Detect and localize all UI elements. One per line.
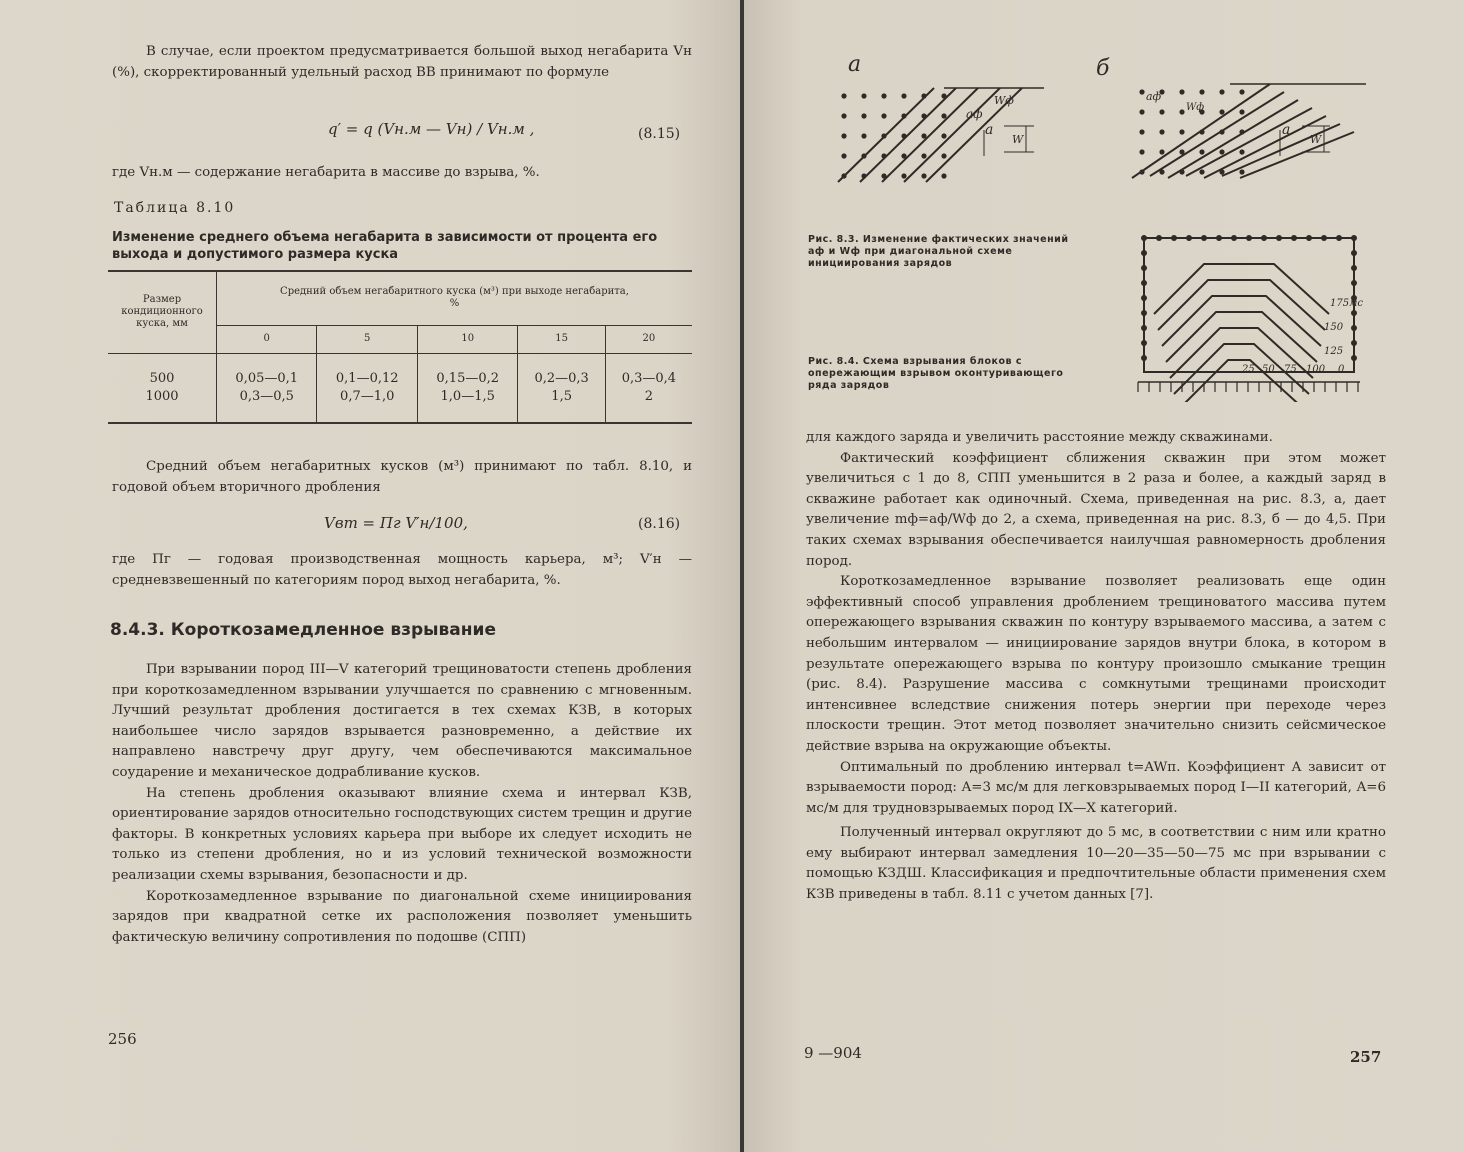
intro-paragraph bbox=[112, 42, 692, 83]
figure-8-3b bbox=[1130, 70, 1370, 200]
contour-charge bbox=[1321, 235, 1327, 241]
paragraph: где Vн.м — содержание негабарита в массиве до взрыва, %. bbox=[112, 165, 540, 180]
page-number: 257 bbox=[1350, 1048, 1382, 1066]
charge-dot bbox=[1139, 109, 1144, 114]
paragraph: Короткозамедленное взрывание по диагональной схеме инициирования зарядов при квадратной сетке их расположения позволяет уменьшить фактическую величину сопротивления по подошве (СПП) bbox=[112, 888, 692, 945]
avg-paragraph bbox=[112, 457, 692, 498]
table-col-header: 5 bbox=[317, 325, 417, 353]
paragraph: В случае, если проектом предусматривается большой выход негабарита Vн (%), скорректированный удельный расход ВВ принимают по формуле bbox=[112, 44, 692, 80]
table-cell: 1000 bbox=[145, 388, 179, 404]
delay-label: 75 bbox=[1284, 364, 1297, 375]
paragraph: для каждого заряда и увеличить расстояние между скважинами. bbox=[806, 430, 1273, 445]
table-col-header: 0 bbox=[217, 325, 317, 353]
charge-dot bbox=[1239, 89, 1244, 94]
delay-label: 125 bbox=[1324, 346, 1344, 357]
table-label: Таблица 8.10 bbox=[114, 200, 236, 216]
delay-label: 0 bbox=[1338, 364, 1345, 375]
charge-dot bbox=[841, 153, 846, 158]
table-col-header: 10 bbox=[417, 325, 517, 353]
charge-dot bbox=[941, 133, 946, 138]
charge-dot bbox=[941, 153, 946, 158]
label-w: W bbox=[1310, 133, 1322, 146]
charge-dot bbox=[1139, 89, 1144, 94]
charge-dot bbox=[841, 93, 846, 98]
table-cell: 2 bbox=[644, 388, 654, 404]
contour-charge bbox=[1141, 355, 1147, 361]
charge-dot bbox=[841, 113, 846, 118]
data-table bbox=[108, 270, 692, 424]
charge-dot bbox=[1139, 149, 1144, 154]
contour-charge bbox=[1351, 265, 1357, 271]
body-text-right bbox=[806, 428, 1386, 906]
label-wf: Wф bbox=[1186, 102, 1205, 113]
table-cell: 1,0—1,5 bbox=[440, 388, 495, 404]
charge-dot bbox=[881, 93, 886, 98]
charge-dot bbox=[1139, 129, 1144, 134]
table-cell: 0,3—0,5 bbox=[239, 388, 294, 404]
contour-charge bbox=[1351, 235, 1357, 241]
contour-charge bbox=[1141, 295, 1147, 301]
formula-8-16: Vвт = Пг V′н/100, bbox=[324, 514, 468, 532]
label-w: W bbox=[1012, 133, 1024, 146]
delay-label: 100 bbox=[1306, 364, 1326, 375]
contour-charge bbox=[1216, 235, 1222, 241]
figure-8-3-caption: Рис. 8.3. Изменение фактических значений aф и Wф при диагональной схеме инициирования зарядов bbox=[808, 234, 1069, 269]
contour-charge bbox=[1201, 235, 1207, 241]
table-cell: 0,3—0,4 bbox=[621, 370, 677, 386]
table-cell: 0,2—0,3 bbox=[534, 370, 589, 386]
paragraph: Средний объем негабаритных кусков (м³) принимают по табл. 8.10, и годовой объем вторичного дробления bbox=[112, 459, 692, 495]
figure-8-3a bbox=[834, 70, 1064, 200]
table-cell: 0,15—0,2 bbox=[436, 370, 500, 386]
figure-letter-a: а bbox=[848, 52, 862, 77]
label-a: a bbox=[1282, 122, 1291, 138]
table-cell: 1,5 bbox=[551, 388, 572, 404]
charge-dot bbox=[1239, 109, 1244, 114]
contour-charge bbox=[1141, 235, 1147, 241]
charge-dot bbox=[1199, 89, 1204, 94]
where-816 bbox=[112, 550, 692, 591]
charge-dot bbox=[861, 133, 866, 138]
contour-charge bbox=[1351, 250, 1357, 256]
charge-dot bbox=[1199, 169, 1204, 174]
equation-number: (8.16) bbox=[638, 516, 681, 532]
contour-charge bbox=[1351, 325, 1357, 331]
charge-dot bbox=[1239, 169, 1244, 174]
charge-dot bbox=[921, 153, 926, 158]
contour-charge bbox=[1306, 235, 1312, 241]
table-cell: 500 bbox=[149, 370, 175, 386]
charge-dot bbox=[941, 173, 946, 178]
contour-charge bbox=[1186, 235, 1192, 241]
table-group-header: Средний объем негабаритного куска (м³) при выходе негабарита, % bbox=[217, 271, 693, 325]
section-heading: 8.4.3. Короткозамедленное взрывание bbox=[110, 620, 496, 640]
table-cell: 0,7—1,0 bbox=[340, 388, 395, 404]
charge-dot bbox=[1219, 89, 1224, 94]
contour-charge bbox=[1351, 355, 1357, 361]
delay-label: 25 bbox=[1242, 364, 1255, 375]
charge-dot bbox=[861, 113, 866, 118]
formula-8-15: q′ = q (Vн.м — Vн) / Vн.м , bbox=[328, 120, 535, 138]
table-row bbox=[108, 353, 692, 423]
paragraph: Короткозамедленное взрывание позволяет реализовать еще один эффективный способ управления дроблением трещиноватого массива путем опережающего взрывания скважин по контуру взрываемого массива, а затем с небольшим интервалом — инициирование зарядов внутри блока, в котором в результате опережающего взрыва по контуру произошло смыкание трещин (рис. 8.4). Разрушение массива с сомкнутыми трещинами происходит интенсивнее вследствие снижения потерь энергии при переходе через плоскости трещин. Этот метод позволяет значительно снизить сейсмическое действие взрыва на окружающие объекты. bbox=[806, 574, 1386, 754]
paragraph: Полученный интервал округляют до 5 мс, в соответствии с ним или кратно ему выбирают интервал замедления 10—20—35—50—75 мс при взрывании с помощью КЗДШ. Классификация и предпочтительные области применения схем КЗВ приведены в табл. 8.11 с учетом данных [7]. bbox=[806, 825, 1386, 903]
contour-charge bbox=[1291, 235, 1297, 241]
charge-dot bbox=[901, 173, 906, 178]
contour-charge bbox=[1336, 235, 1342, 241]
table-cell: 0,05—0,1 bbox=[235, 370, 299, 386]
charge-dot bbox=[1179, 129, 1184, 134]
table-cell: 0,1—0,12 bbox=[335, 370, 399, 386]
delay-label: 150 bbox=[1324, 322, 1344, 333]
charge-dot bbox=[1159, 149, 1164, 154]
page-number: 256 bbox=[108, 1030, 137, 1048]
table-col-header: 15 bbox=[518, 325, 605, 353]
paragraph: На степень дробления оказывают влияние схема и интервал КЗВ, ориентирование зарядов относительно господствующих систем трещин и другие факторы. В конкретных условиях карьера при выборе их следует исходить не только из степени дробления, но и из условий технической возможности реализации схемы взрывания, безопасности и др. bbox=[112, 785, 692, 883]
charge-dot bbox=[861, 93, 866, 98]
label-af: aф bbox=[1146, 90, 1162, 103]
equation-number: (8.15) bbox=[638, 126, 681, 142]
contour-charge bbox=[1141, 325, 1147, 331]
contour-charge bbox=[1276, 235, 1282, 241]
right-page bbox=[744, 0, 1464, 1152]
contour-charge bbox=[1141, 265, 1147, 271]
contour-charge bbox=[1141, 340, 1147, 346]
contour-charge bbox=[1156, 235, 1162, 241]
charge-dot bbox=[941, 113, 946, 118]
delay-label: 50 bbox=[1262, 364, 1275, 375]
label-wf: Wф bbox=[994, 94, 1014, 107]
charge-dot bbox=[841, 133, 846, 138]
scale-ticks bbox=[1138, 382, 1358, 392]
paragraph: где Пг — годовая производственная мощность карьера, м³; V′н — средневзвешенный по категориям пород выход негабарита, %. bbox=[112, 552, 692, 588]
charge-dot bbox=[1179, 89, 1184, 94]
charge-dot bbox=[1219, 109, 1224, 114]
figure-letter-b: б bbox=[1096, 56, 1110, 81]
contour-charge bbox=[1141, 250, 1147, 256]
body-text-left bbox=[112, 660, 692, 948]
contour-charge bbox=[1141, 280, 1147, 286]
paragraph: Фактический коэффициент сближения скважин при этом может увеличиться с 1 до 8, СПП уменьшится в 2 раза и более, а каждый заряд в скважине работает как одиночный. Схема, приведенная на рис. 8.3, а, дает увеличение mф=aф/Wф до 2, а схема, приведенная на рис. 8.3, б — до 4,5. При таких схемах взрывания обеспечивается наилучшая равномерность дробления пород. bbox=[806, 450, 1386, 569]
contour-charge bbox=[1231, 235, 1237, 241]
contour-charge bbox=[1261, 235, 1267, 241]
initiation-line bbox=[882, 88, 978, 182]
paragraph: Оптимальный по дроблению интервал t=AWп. Коэффициент A зависит от взрываемости пород: A=3 мс/м для легковзрываемых пород I—II категорий, A=6 мс/м для трудновзрываемых пород IX—X категорий. bbox=[806, 759, 1386, 816]
charge-dot bbox=[1159, 129, 1164, 134]
table-header-size: Размер кондиционного куска, мм bbox=[108, 271, 217, 353]
label-a: a bbox=[985, 122, 994, 138]
table-title: Изменение среднего объема негабарита в зависимости от процента его выхода и допустимого размера куска bbox=[112, 230, 658, 262]
charge-dot bbox=[901, 93, 906, 98]
charge-dot bbox=[881, 113, 886, 118]
charge-dot bbox=[1179, 109, 1184, 114]
where-815 bbox=[112, 163, 692, 184]
delay-label: 175мс bbox=[1330, 298, 1363, 309]
charge-dot bbox=[1199, 149, 1204, 154]
contour-charge bbox=[1246, 235, 1252, 241]
contour-charge bbox=[1351, 280, 1357, 286]
charge-dot bbox=[1239, 149, 1244, 154]
contour-charge bbox=[1171, 235, 1177, 241]
table-col-header: 20 bbox=[605, 325, 692, 353]
initiation-line bbox=[1240, 132, 1354, 178]
charge-dot bbox=[921, 173, 926, 178]
charge-dots bbox=[841, 93, 946, 178]
signature-mark: 9 —904 bbox=[804, 1044, 862, 1062]
charge-dot bbox=[1159, 109, 1164, 114]
contour-charge bbox=[1351, 340, 1357, 346]
contour-charges bbox=[1141, 235, 1357, 361]
contour-charge bbox=[1141, 310, 1147, 316]
contour-charge bbox=[1351, 310, 1357, 316]
paragraph: При взрывании пород III—V категорий трещиноватости степень дробления при короткозамедленном взрывании улучшается по сравнению с мгновенным. Лучший результат дробления достигается в тех схемах КЗВ, в которых наибольшее число зарядов взрывается разновременно, а действие их направлено навстречу друг другу, чем обеспечиваются максимальное соударение и механическое додрабливание кусков. bbox=[112, 662, 692, 780]
charge-dot bbox=[1219, 149, 1224, 154]
figure-8-4-caption: Рис. 8.4. Схема взрывания блоков с опережающим взрывом оконтуривающего ряда зарядов bbox=[808, 356, 1064, 391]
label-af: aф bbox=[966, 107, 983, 121]
figure-8-4 bbox=[1124, 222, 1384, 402]
